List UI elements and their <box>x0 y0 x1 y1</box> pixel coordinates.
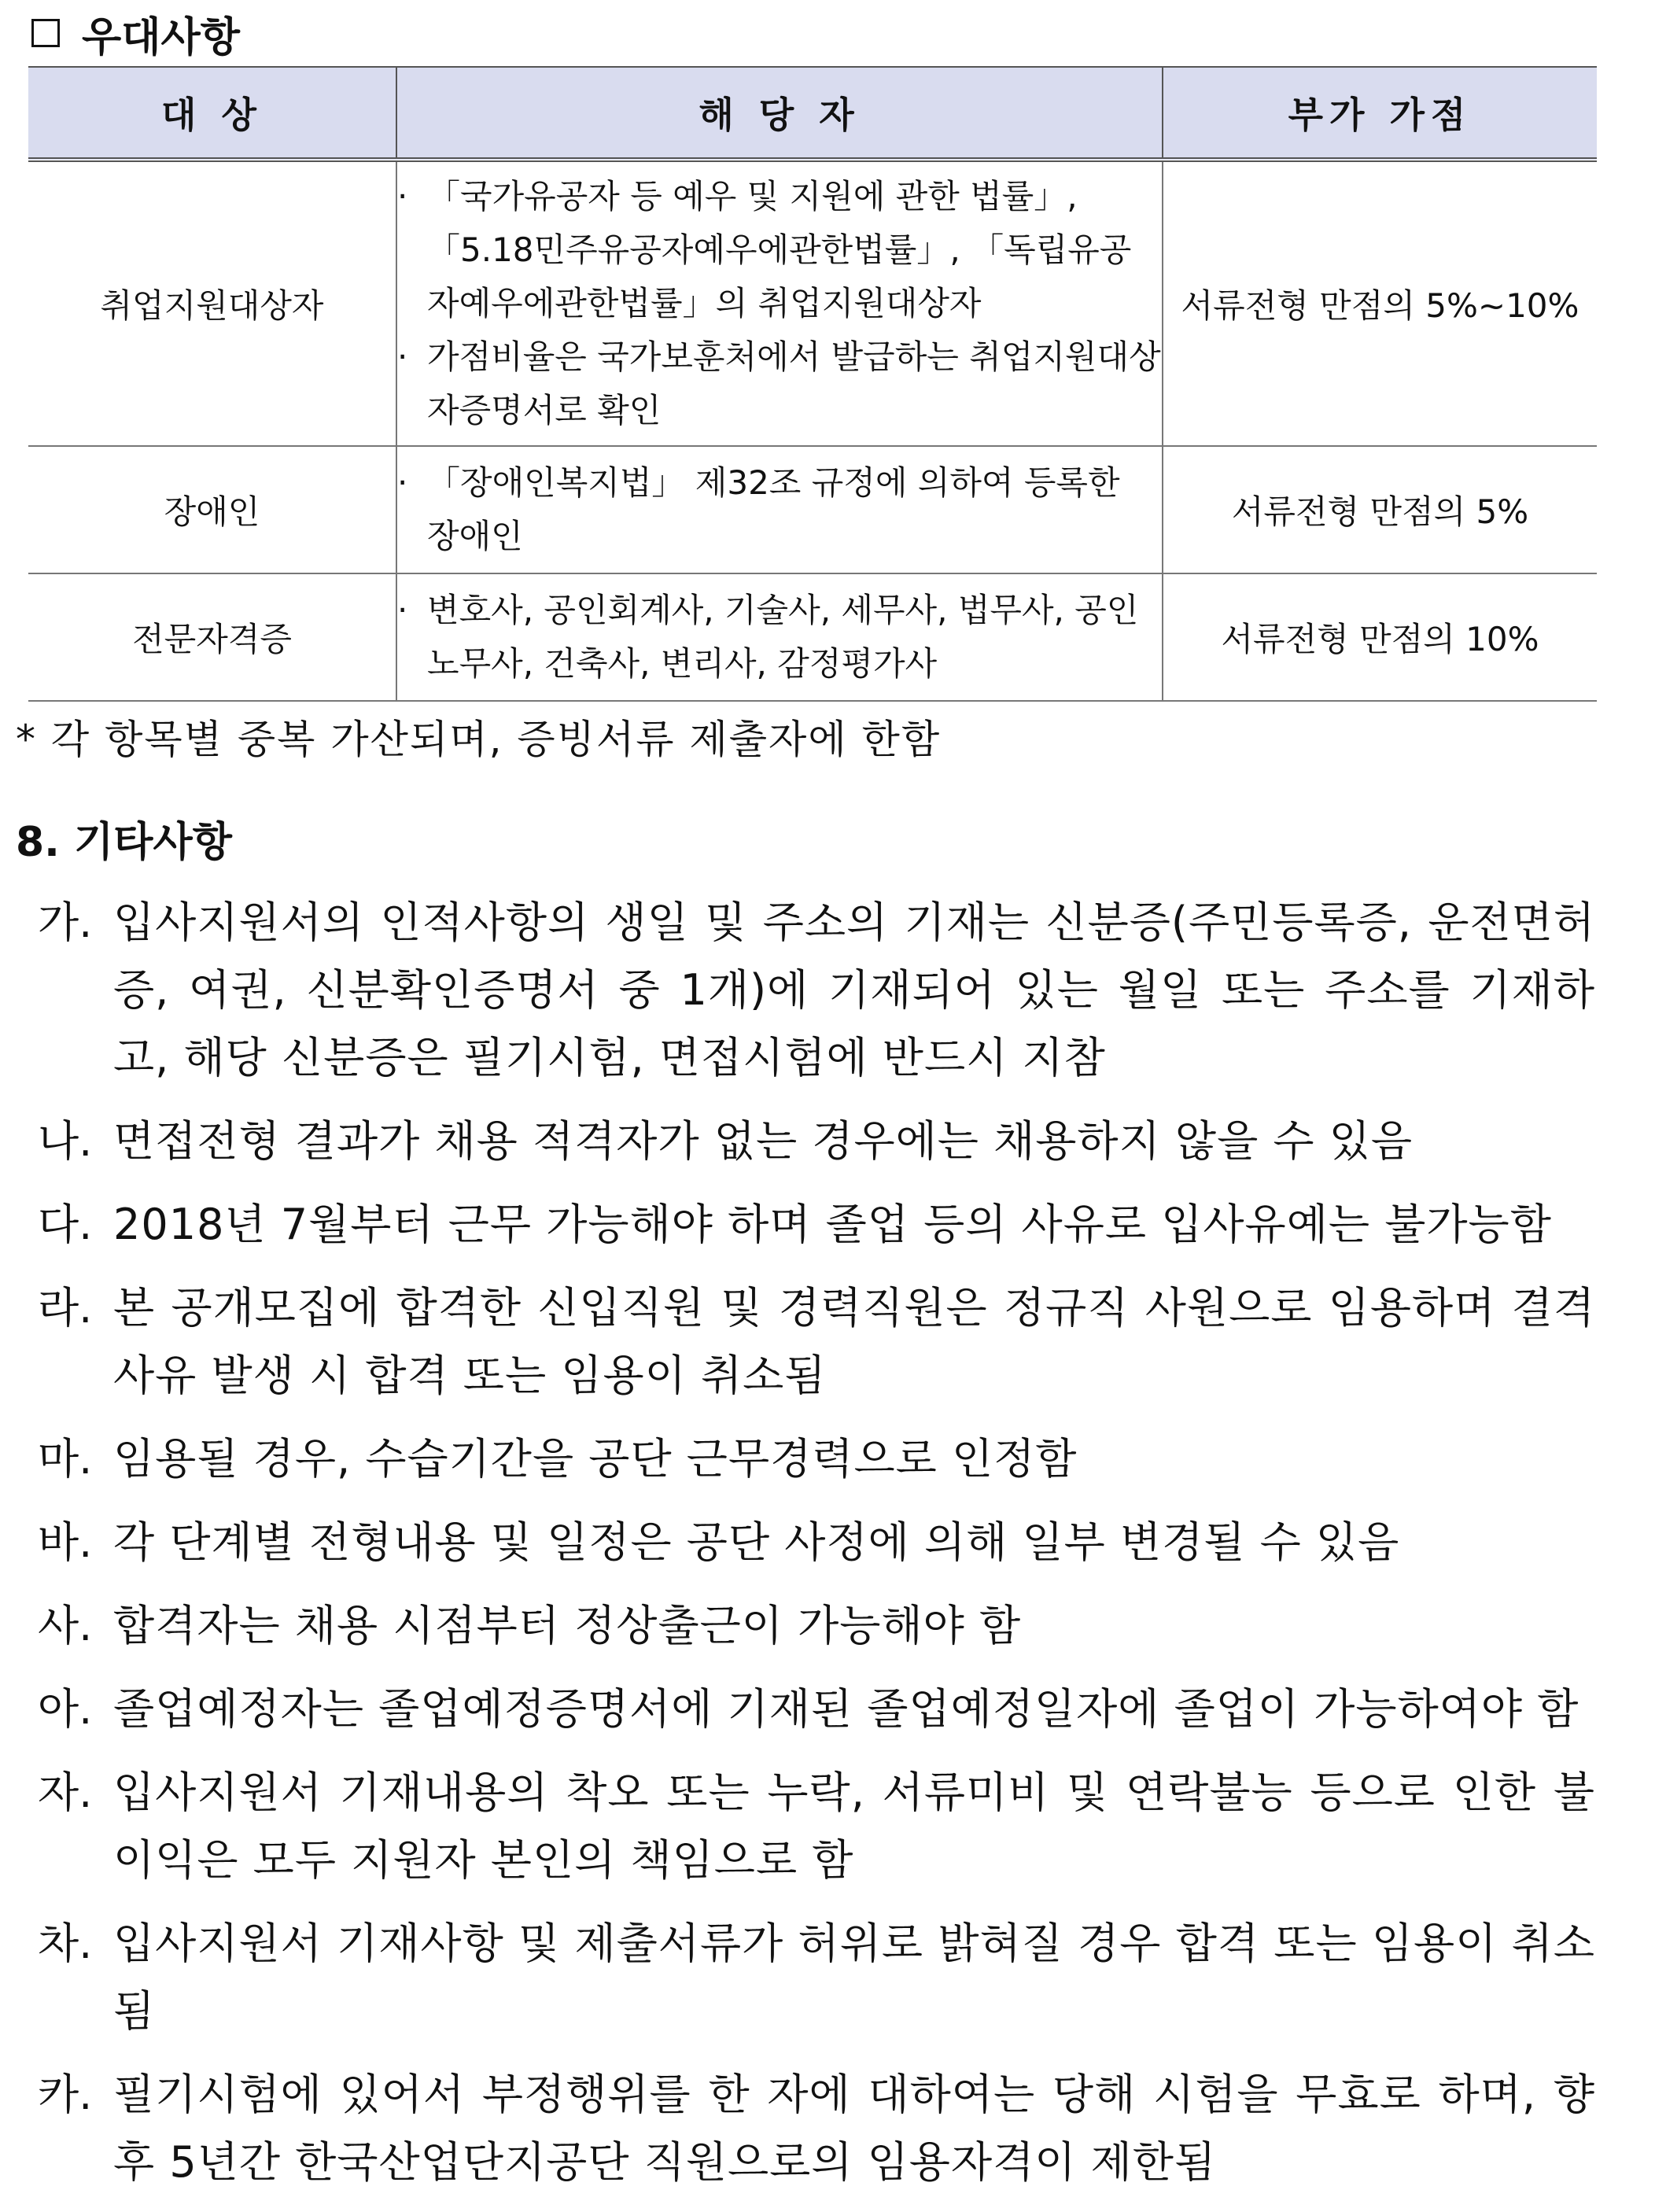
checkbox-icon <box>31 19 60 47</box>
item-text: 입사지원서의 인적사항의 생일 및 주소의 기재는 신분증(주민등록증, 운전면허증, 여권, 신분확인증명서 중 1개)에 기재되어 있는 월일 또는 주소를 기재하고, 해당 신분증은 필기시험, 면접시험에 반드시 지참 <box>113 898 1595 1082</box>
row-bonus: 서류전형 만점의 5%~10% <box>1163 160 1597 446</box>
list-item <box>38 1592 1595 1660</box>
item-label: 가. <box>38 898 93 947</box>
other-section-title: 8. 기타사항 <box>16 819 232 866</box>
row-bonus: 서류전형 만점의 5% <box>1163 446 1597 573</box>
item-text: 필기시험에 있어서 부정행위를 한 자에 대하여는 당해 시험을 무효로 하며, 향후 5년간 한국산업단지공단 직원으로의 임용자격이 제한됨 <box>113 2070 1595 2187</box>
list-item <box>38 1676 1595 1743</box>
bullet-dot: · <box>397 591 408 629</box>
bullet-dot: · <box>397 177 408 216</box>
list-item <box>38 1425 1595 1493</box>
list-item <box>38 1910 1595 2045</box>
item-label: 카. <box>38 2070 93 2119</box>
table-header-row <box>28 67 1597 160</box>
item-label: 나. <box>38 1116 93 1166</box>
list-item <box>38 2061 1595 2196</box>
bullet-item <box>397 584 1162 691</box>
bullet-text: 변호사, 공인회계사, 기술사, 세무사, 법무사, 공인노무사, 건축사, 변리사, 감정평가사 <box>427 591 1139 683</box>
header-bonus: 부가 가점 <box>1163 67 1597 160</box>
item-label: 다. <box>38 1200 93 1249</box>
bullet-text: 가점비율은 국가보훈처에서 발급하는 취업지원대상자증명서로 확인 <box>427 337 1161 429</box>
item-text: 입사지원서 기재내용의 착오 또는 누락, 서류미비 및 연락불능 등으로 인한 불이익은 모두 지원자 본인의 책임으로 함 <box>113 1768 1595 1885</box>
bullet-dot: · <box>397 463 408 502</box>
table-footnote: * 각 항목별 중복 가산되며, 증빙서류 제출자에 한함 <box>16 717 942 762</box>
item-text: 2018년 7월부터 근무 가능해야 하며 졸업 등의 사유로 입사유예는 불가능함 <box>113 1200 1552 1249</box>
item-label: 마. <box>38 1434 93 1484</box>
item-label: 자. <box>38 1768 93 1817</box>
item-label: 바. <box>38 1517 93 1567</box>
list-item <box>38 1191 1595 1259</box>
item-label: 사. <box>38 1601 93 1650</box>
list-item <box>38 1759 1595 1894</box>
table-row <box>28 160 1597 446</box>
preference-table <box>28 66 1597 702</box>
row-description <box>396 573 1163 701</box>
table-row <box>28 573 1597 701</box>
bullet-item <box>397 170 1162 330</box>
item-text: 본 공개모집에 합격한 신입직원 및 경력직원은 정규직 사원으로 임용하며 결격사유 발생 시 합격 또는 임용이 취소됨 <box>113 1283 1595 1400</box>
item-text: 입사지원서 기재사항 및 제출서류가 허위로 밝혀질 경우 합격 또는 임용이 취소됨 <box>113 1919 1595 2036</box>
header-eligible: 해 당 자 <box>396 67 1163 160</box>
list-item <box>38 1274 1595 1410</box>
bullet-item <box>397 330 1162 437</box>
row-target: 취업지원대상자 <box>28 160 396 446</box>
list-item <box>38 1509 1595 1576</box>
item-text: 졸업예정자는 졸업예정증명서에 기재된 졸업예정일자에 졸업이 가능하여야 함 <box>113 1684 1579 1734</box>
list-item <box>38 889 1595 1092</box>
list-item <box>38 1108 1595 1175</box>
item-text: 면접전형 결과가 채용 적격자가 없는 경우에는 채용하지 않을 수 있음 <box>113 1116 1414 1166</box>
item-text: 임용될 경우, 수습기간을 공단 근무경력으로 인정함 <box>113 1434 1078 1484</box>
row-description <box>396 446 1163 573</box>
item-text: 각 단계별 전형내용 및 일정은 공단 사정에 의해 일부 변경될 수 있음 <box>113 1517 1400 1567</box>
item-text: 합격자는 채용 시점부터 정상출근이 가능해야 함 <box>113 1601 1022 1650</box>
table-row <box>28 446 1597 573</box>
bullet-text: 「장애인복지법」 제32조 규정에 의하여 등록한 장애인 <box>427 463 1120 555</box>
section-heading <box>31 5 240 61</box>
bullet-dot: · <box>397 337 408 376</box>
row-bonus: 서류전형 만점의 10% <box>1163 573 1597 701</box>
item-label: 아. <box>38 1684 93 1734</box>
row-target: 장애인 <box>28 446 396 573</box>
item-label: 라. <box>38 1283 93 1333</box>
row-target: 전문자격증 <box>28 573 396 701</box>
item-label: 차. <box>38 1919 93 1968</box>
section-title: 우대사항 <box>82 13 240 61</box>
bullet-text: 「국가유공자 등 예우 및 지원에 관한 법률」, 「5.18민주유공자예우에관한법률」, 「독립유공자예우에관한법률」의 취업지원대상자 <box>427 177 1132 323</box>
header-target: 대 상 <box>28 67 396 160</box>
bullet-item <box>397 456 1162 563</box>
other-items-list <box>38 889 1595 2212</box>
row-description <box>396 160 1163 446</box>
